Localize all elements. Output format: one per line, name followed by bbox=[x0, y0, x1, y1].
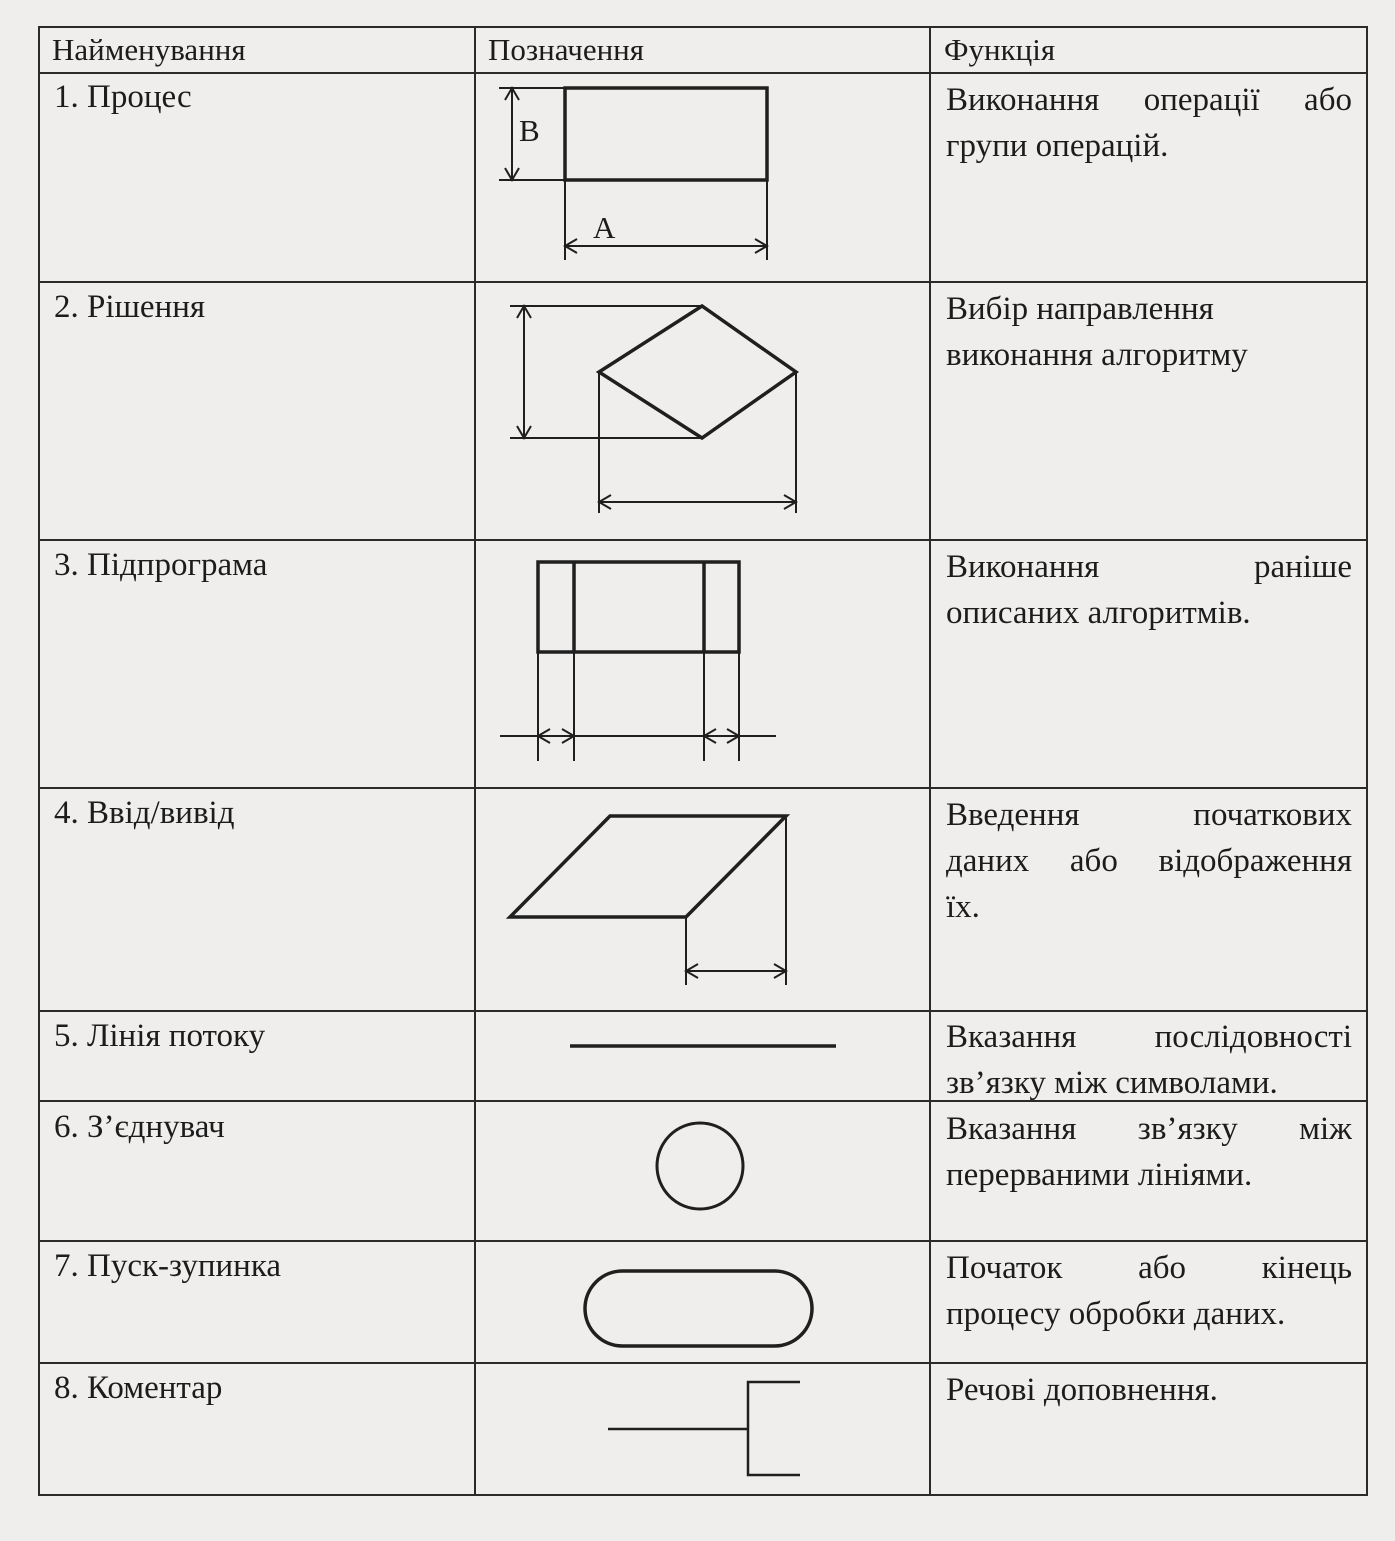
function-line: Введення початкових bbox=[946, 797, 1352, 833]
function-line: процесу обробки даних. bbox=[946, 1296, 1286, 1332]
dimension-label-a: A bbox=[593, 210, 616, 245]
decision-diamond-icon bbox=[474, 281, 929, 539]
table-rule bbox=[39, 1494, 1368, 1496]
subroutine-icon bbox=[474, 539, 929, 787]
table-column-rule bbox=[929, 26, 931, 1496]
function-line: виконання алгоритму bbox=[946, 337, 1248, 373]
row-function bbox=[946, 792, 1352, 930]
row-function bbox=[946, 544, 1352, 636]
terminator-icon bbox=[474, 1240, 929, 1362]
row-name: 3. Підпрограма bbox=[54, 547, 268, 583]
table-column-rule bbox=[38, 26, 40, 1496]
connector-circle-icon bbox=[474, 1100, 929, 1240]
header-function: Функція bbox=[944, 32, 1056, 67]
function-line: Виконання операції або bbox=[946, 82, 1352, 118]
row-name: 4. Ввід/вивід bbox=[54, 795, 235, 831]
table-rule bbox=[39, 26, 1368, 28]
input-output-parallelogram-icon bbox=[474, 787, 929, 1010]
row-function bbox=[946, 1367, 1352, 1413]
function-line: перерваними лініями. bbox=[946, 1157, 1253, 1193]
comment-bracket-icon bbox=[474, 1362, 929, 1494]
function-line: даних або відображення bbox=[946, 843, 1352, 879]
flow-line-icon bbox=[474, 1010, 929, 1100]
function-line: їх. bbox=[946, 889, 980, 925]
row-name: 6. З’єднувач bbox=[54, 1109, 225, 1145]
row-function bbox=[946, 77, 1352, 169]
dimension-label-b: B bbox=[519, 113, 540, 148]
row-function bbox=[946, 1106, 1352, 1198]
row-function bbox=[946, 286, 1352, 378]
table-column-rule bbox=[1366, 26, 1368, 1496]
header-symbol: Позначення bbox=[488, 32, 645, 67]
function-line: Вибір направлення bbox=[946, 291, 1214, 327]
row-function bbox=[946, 1014, 1352, 1106]
row-name: 7. Пуск-зупинка bbox=[54, 1248, 282, 1284]
function-line: групи операцій. bbox=[946, 128, 1169, 164]
row-name: 5. Лінія потоку bbox=[54, 1018, 266, 1054]
function-line: зв’язку між символами. bbox=[946, 1065, 1278, 1101]
row-function bbox=[946, 1245, 1352, 1337]
row-name: 1. Процес bbox=[54, 79, 192, 115]
function-line: описаних алгоритмів. bbox=[946, 595, 1251, 631]
header-name: Найменування bbox=[52, 32, 246, 67]
process-rectangle-icon bbox=[474, 72, 929, 281]
row-name: 2. Рішення bbox=[54, 289, 206, 325]
function-line: Речові доповнення. bbox=[946, 1372, 1218, 1408]
row-name: 8. Коментар bbox=[54, 1370, 223, 1406]
function-line: Виконання раніше bbox=[946, 549, 1352, 585]
function-line: Вказання послідовності bbox=[946, 1019, 1352, 1055]
function-line: Початок або кінець bbox=[946, 1250, 1352, 1286]
function-line: Вказання зв’язку між bbox=[946, 1111, 1352, 1147]
